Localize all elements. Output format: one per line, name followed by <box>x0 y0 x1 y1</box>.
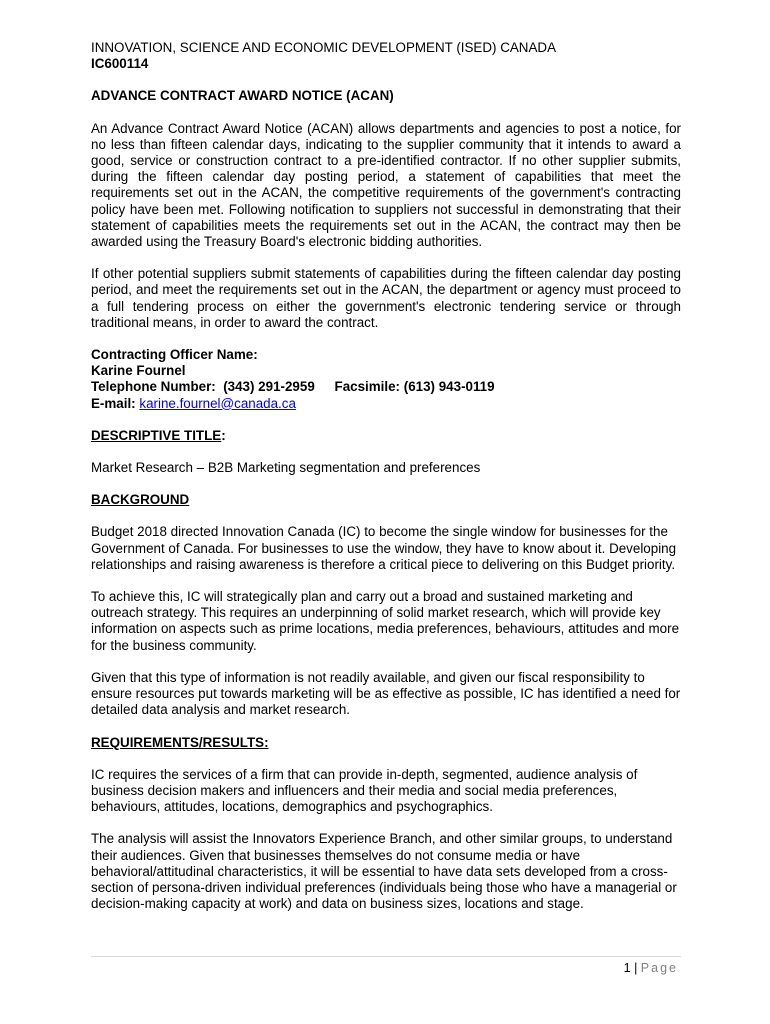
phone-number: (343) 291-2959 <box>223 379 315 395</box>
phone-line <box>91 379 681 395</box>
fax-label: Facsimile: <box>334 379 401 395</box>
page-number <box>624 960 678 976</box>
background-paragraph-3: Given that this type of information is not readily available, and given our fiscal responsibility to ensure resources put towards marketing will be as effective as possible, IC has identified a need for detailed data analysis and market research. <box>91 669 681 718</box>
email-label: E-mail: <box>91 395 136 411</box>
phone-label: Telephone Number: <box>91 379 216 395</box>
page-content <box>91 40 681 912</box>
reference-number: IC600114 <box>91 56 149 72</box>
email-link[interactable]: karine.fournel@canada.ca <box>139 395 296 411</box>
page-number-separator: | <box>630 961 641 975</box>
requirements-heading: REQUIREMENTS/RESULTS: <box>91 734 269 750</box>
footer-divider <box>91 956 681 957</box>
notice-paragraph-1: An Advance Contract Award Notice (ACAN) allows departments and agencies to post a notice, for no less than fifteen calendar days, indicating to the supplier community that it intends to award a good, service or construction contract to a pre-identified contractor. If no other supplier submits, during the fifteen calendar day posting period, a statement of capabilities that meet the requirements set out in the ACAN, the competitive requirements of the government's contracting policy have been met. Following notification to suppliers not successful in demonstrating that their statement of capabilities meets the requirements set out in the ACAN, the contract may then be awarded using the Treasury Board's electronic bidding authorities. <box>91 120 681 250</box>
notice-paragraph-2: If other potential suppliers submit statements of capabilities during the fifteen calendar day posting period, and meet the requirements set out in the ACAN, the department or agency must proceed to a full tendering process on either the government's electronic tendering service or through traditional means, in order to award the contract. <box>91 266 681 330</box>
background-paragraph-2: To achieve this, IC will strategically plan and carry out a broad and sustained marketing and outreach strategy. This requires an underpinning of solid market research, which will provide key information on aspects such as prime locations, media preferences, behaviours, attitudes and more for the business community. <box>91 589 680 653</box>
notice-title: ADVANCE CONTRACT AWARD NOTICE (ACAN) <box>91 88 394 104</box>
background-heading: BACKGROUND <box>91 492 190 508</box>
descriptive-title-text: Market Research – B2B Marketing segmentation and preferences <box>91 460 481 476</box>
officer-name: Karine Fournel <box>91 363 186 379</box>
requirements-paragraph-2: The analysis will assist the Innovators Experience Branch, and other similar groups, to understand their audiences. Given that businesses themselves do not consume media or have behavioral/attitudinal characteristics, it will be essential to have data sets developed from a cross-section of persona-driven individual preferences (individuals being those who have a managerial or decision-making capacity at work) and data on business sizes, locations and stage. <box>91 831 677 912</box>
page-word: Page <box>640 961 678 975</box>
contact-block <box>91 347 681 412</box>
fax-number: (613) 943-0119 <box>403 379 495 395</box>
email-line <box>91 396 681 412</box>
page-number-value: 1 <box>623 961 631 975</box>
org-name: INNOVATION, SCIENCE AND ECONOMIC DEVELOPMENT (ISED) CANADA <box>91 40 557 55</box>
requirements-paragraph-1: IC requires the services of a firm that can provide in-depth, segmented, audience analysis of business decision makers and influencers and their media and social media preferences, behaviours, attitudes, locations, demographics and psychographics. <box>91 766 638 815</box>
descriptive-title-heading: DESCRIPTIVE TITLE: <box>91 427 226 443</box>
officer-label: Contracting Officer Name: <box>91 347 258 363</box>
background-paragraph-1: Budget 2018 directed Innovation Canada (IC) to become the single window for businesses for the Government of Canada. For businesses to use the window, they have to know about it. Developing relationships and raising awareness is therefore a critical piece to delivering on this Budget priority. <box>91 524 677 572</box>
